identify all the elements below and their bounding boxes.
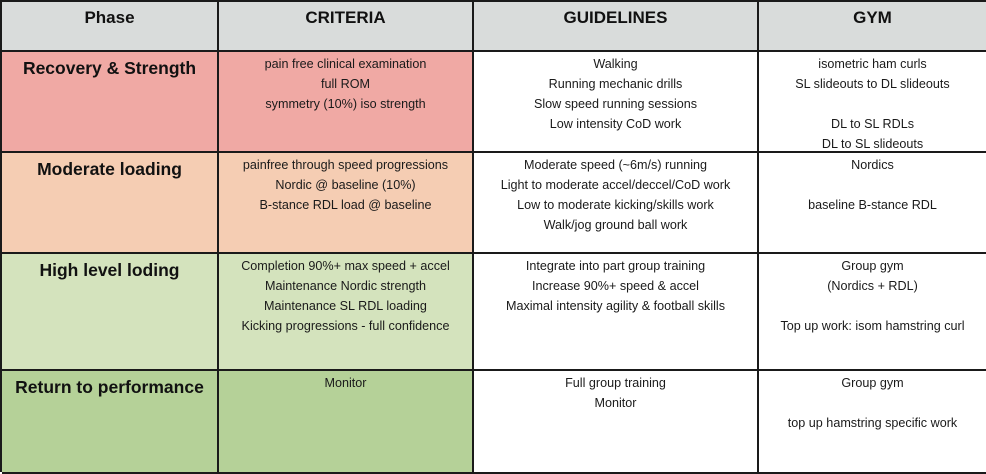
gym-cell — [759, 52, 986, 153]
cell-line: Completion 90%+ max speed + accel — [241, 259, 450, 273]
cell-line — [759, 175, 986, 195]
cell-line: Nordic @ baseline (10%) — [275, 178, 416, 192]
cell-line: isometric ham curls — [818, 57, 927, 71]
cell-line: Group gym — [841, 376, 904, 390]
cell-line: Low intensity CoD work — [549, 117, 682, 131]
gym-cell — [759, 153, 986, 254]
gym-cell — [759, 371, 986, 474]
cell-line: painfree through speed progressions — [242, 158, 449, 172]
cell-line: Top up work: isom hamstring curl — [780, 319, 965, 333]
header-phase: Phase — [2, 2, 219, 52]
cell-line: Increase 90%+ speed & accel — [532, 279, 699, 293]
cell-line: full ROM — [321, 77, 370, 91]
cell-line: Low to moderate kicking/skills work — [517, 198, 714, 212]
gym-cell — [759, 254, 986, 371]
phase-moderate-loading: Moderate loading — [2, 153, 219, 254]
cell-line: DL to SL RDLs — [830, 117, 915, 131]
cell-line: (Nordics + RDL) — [827, 279, 918, 293]
cell-line: Moderate speed (~6m/s) running — [523, 158, 708, 172]
cell-line: Maintenance SL RDL loading — [264, 299, 427, 313]
cell-line: Light to moderate accel/deccel/CoD work — [500, 178, 731, 192]
criteria-cell — [219, 371, 474, 474]
cell-line: Full group training — [565, 376, 666, 390]
criteria-cell — [219, 52, 474, 153]
cell-line — [759, 296, 986, 316]
cell-line: symmetry (10%) iso strength — [265, 97, 426, 111]
guidelines-cell — [474, 52, 759, 153]
cell-line: Walk/jog ground ball work — [543, 218, 688, 232]
header-guidelines: GUIDELINES — [474, 2, 759, 52]
cell-line: Monitor — [594, 396, 637, 410]
cell-line: Monitor — [324, 376, 367, 390]
header-gym: GYM — [759, 2, 986, 52]
cell-line: top up hamstring specific work — [787, 416, 958, 430]
criteria-cell — [219, 153, 474, 254]
cell-line: Kicking progressions - full confidence — [241, 319, 450, 333]
cell-line: Running mechanic drills — [548, 77, 683, 91]
phase-return-to-performance: Return to performance — [2, 371, 219, 474]
phase-high-level-loding: High level loding — [2, 254, 219, 371]
guidelines-cell — [474, 153, 759, 254]
guidelines-cell — [474, 371, 759, 474]
cell-line: DL to SL slideouts — [821, 137, 924, 151]
cell-line: B-stance RDL load @ baseline — [259, 198, 432, 212]
cell-line: Maximal intensity agility & football skills — [505, 299, 726, 313]
guidelines-cell — [474, 254, 759, 371]
cell-line: Slow speed running sessions — [533, 97, 698, 111]
cell-line — [759, 94, 986, 114]
cell-line: Nordics — [851, 158, 894, 172]
cell-line: Group gym — [841, 259, 904, 273]
cell-line: Maintenance Nordic strength — [264, 279, 426, 293]
cell-line — [759, 393, 986, 413]
cell-line: SL slideouts to DL slideouts — [795, 77, 950, 91]
phase-recovery-strength: Recovery & Strength — [2, 52, 219, 153]
criteria-cell — [219, 254, 474, 371]
cell-line: Integrate into part group training — [525, 259, 706, 273]
header-criteria: CRITERIA — [219, 2, 474, 52]
cell-line: baseline B-stance RDL — [808, 198, 937, 212]
cell-line: Walking — [593, 57, 638, 71]
cell-line: pain free clinical examination — [264, 57, 427, 71]
